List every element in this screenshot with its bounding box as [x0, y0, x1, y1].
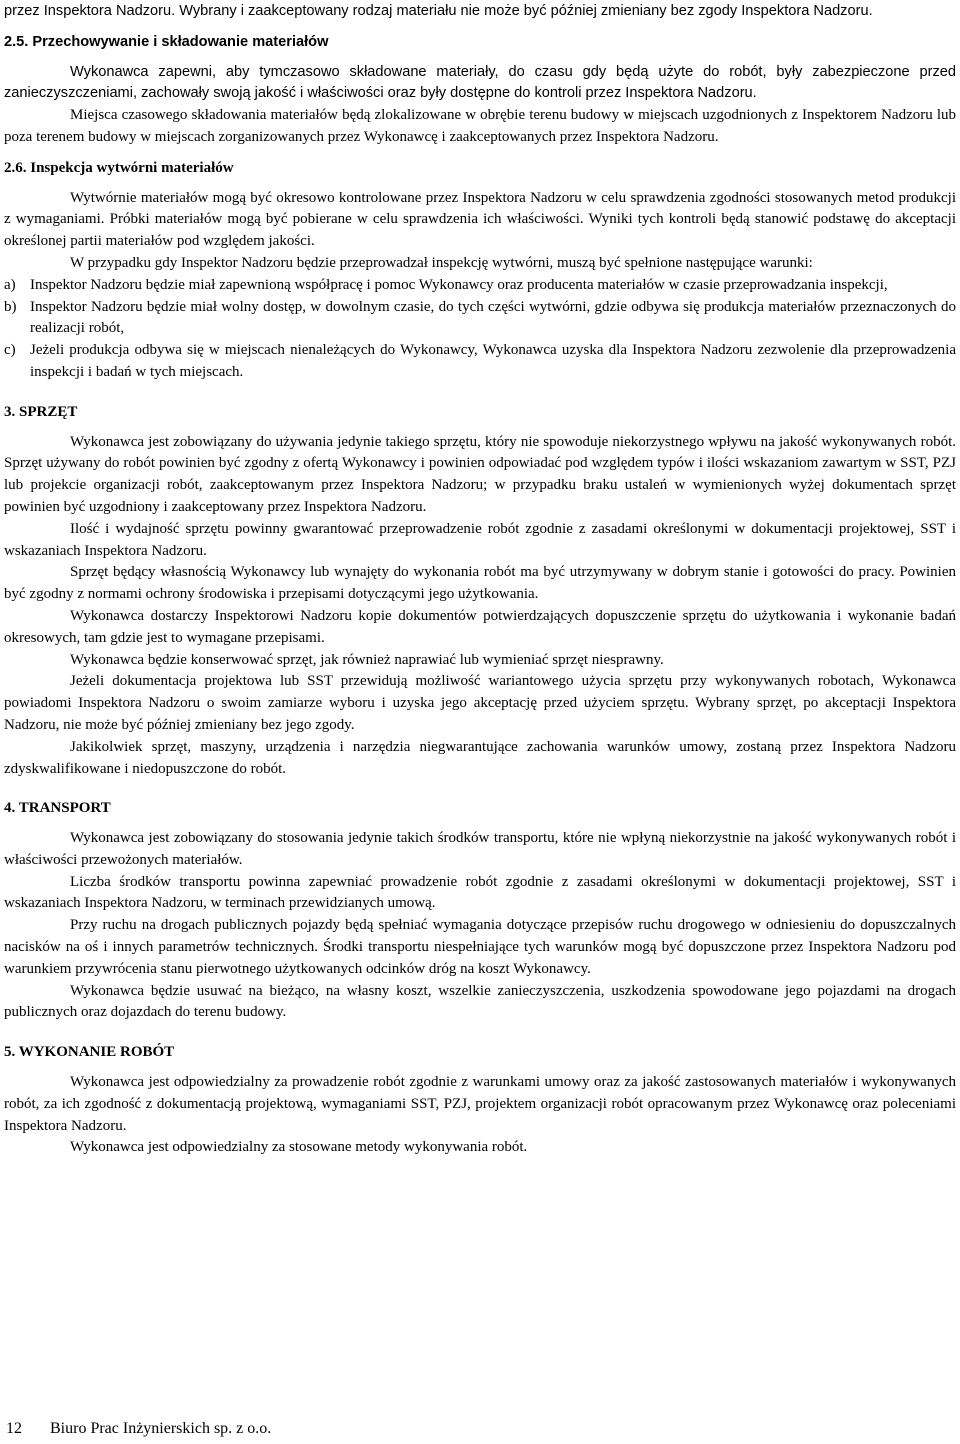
page-number: 12 [6, 1420, 22, 1437]
section-4-paragraph: Przy ruchu na drogach publicznych pojazdy będą spełniać wymagania dotyczące przepisów ruchu drogowego w odniesieniu do dopuszczalnych nacisków na oś i innych parametrów technicznych. Środki transportu niespełniające tych warunków mogą być dopuszczone przez Inspektora Nadzoru pod warunkiem przywrócenia stanu pierwotnego użytkowanych odcinków dróg na koszt Wykonawcy. [4, 917, 956, 977]
section-3-paragraph: Sprzęt będący własnością Wykonawcy lub wynajęty do wykonania robót ma być utrzymywany w dobrym stanie i gotowości do pracy. Powinien być zgodny z normami ochrony środowiska i przepisami dotyczącymi jego użytkowania. [4, 564, 956, 603]
section-2-6-paragraph: W przypadku gdy Inspektor Nadzoru będzie przeprowadzał inspekcję wytwórni, muszą być spełnione następujące warunki: [70, 254, 813, 271]
section-4-paragraph: Wykonawca jest zobowiązany do stosowania jedynie takich środków transportu, które nie wpłyną niekorzystnie na jakość wykonywanych robót i właściwości przewożonych materiałów. [4, 830, 956, 868]
page-footer [6, 1420, 271, 1438]
list-item [4, 275, 956, 297]
list-item-text: Jeżeli produkcja odbywa się w miejscach nienależących do Wykonawcy, Wykonawca uzyska dla Inspektora Nadzoru zezwolenie dla przeprowadzenia inspekcji i badań w tych miejscach. [30, 342, 956, 380]
list-item-text: Inspektor Nadzoru będzie miał zapewnioną współpracę i pomoc Wykonawcy oraz producenta materiałów w czasie przeprowadzania inspekcji, [30, 276, 888, 293]
section-3-paragraph: Jakikolwiek sprzęt, maszyny, urządzenia i narzędzia niegwarantujące zachowania warunków umowy, zostaną przez Inspektora Nadzoru zdyskwalifikowane i niedopuszczone do robót. [4, 738, 956, 777]
intro-paragraph: przez Inspektora Nadzoru. Wybrany i zaakceptowany rodzaj materiału nie może być później zmieniany bez zgody Inspektora Nadzoru. [4, 3, 873, 19]
section-5-paragraph: Wykonawca jest odpowiedzialny za prowadzenie robót zgodnie z warunkami umowy oraz za jakość zastosowanych materiałów i wykonywanych robót, za ich zgodność z dokumentacją projektową, wymaganiami SST, PZJ, projektem organizacji robót opracowanym przez Wykonawcę oraz poleceniami Inspektora Nadzoru. [4, 1074, 956, 1134]
section-2-5-paragraph: Miejsca czasowego składowania materiałów będą zlokalizowane w obrębie terenu budowy w miejscach uzgodnionych z Inspektorem Nadzoru lub poza terenem budowy w miejscach zorganizowanych przez Wykonawcę i zaakceptowanych przez Inspektora Nadzoru. [4, 107, 956, 145]
list-marker: b) [4, 298, 17, 315]
section-4-paragraph: Liczba środków transportu powinna zapewniać prowadzenie robót zgodnie z zasadami określonymi w dokumentacji projektowej, SST i wskazaniach Inspektora Nadzoru, w terminach przewidzianych umową. [4, 873, 956, 912]
section-5-paragraph: Wykonawca jest odpowiedzialny za stosowane metody wykonywania robót. [70, 1139, 528, 1156]
list-item [4, 340, 956, 384]
section-2-5-heading: 2.5. Przechowywanie i składowanie materiałów [4, 33, 329, 50]
section-4-heading: 4. TRANSPORT [4, 800, 111, 817]
section-2-6-paragraph: Wytwórnie materiałów mogą być okresowo kontrolowane przez Inspektora Nadzoru w celu sprawdzenia zgodności stosowanych metod produkcji z wymaganiami. Próbki materiałów mogą być pobierane w celu sprawdzenia ich właściwości. Wyniki tych kontroli będą stanowić podstawę do akceptacji określonej partii materiałów pod względem jakości. [4, 189, 956, 250]
list-marker: a) [4, 276, 16, 293]
section-3-paragraph: Wykonawca będzie konserwować sprzęt, jak również naprawiać lub wymieniać sprzęt niesprawny. [70, 651, 664, 668]
section-3-paragraph: Jeżeli dokumentacja projektowa lub SST przewidują możliwość wariantowego użycia sprzętu przy wykonywanych robotach, Wykonawca powiadomi Inspektora Nadzoru o swoim zamiarze wyboru i uzyska jego akceptację przed użyciem sprzętu. Wybrany sprzęt, po akceptacji Inspektora Nadzoru, nie może być później zmieniany bez jego zgody. [4, 673, 956, 733]
list-item-text: Inspektor Nadzoru będzie miał wolny dostęp, w dowolnym czasie, do tych części wytwórni, gdzie odbywa się produkcja materiałów przeznaczonych do realizacji robót, [30, 298, 956, 337]
section-3-paragraph: Wykonawca jest zobowiązany do używania jedynie takiego sprzętu, który nie spowoduje niekorzystnego wpływu na jakość wykonywanych robót. Sprzęt używany do robót powinien być zgodny z ofertą Wykonawcy i powinien odpowiadać pod względem typów i ilości wskazaniom zawartym w SST, PZJ lub projekcie organizacji robót, zaakceptowanym przez Inspektora Nadzoru; w przypadku braku ustaleń w wymienionych wyżej dokumentach sprzęt powinien być uzgodniony i zaakceptowany przez Inspektora Nadzoru. [4, 433, 956, 515]
section-3-paragraph: Wykonawca dostarczy Inspektorowi Nadzoru kopie dokumentów potwierdzających dopuszczenie sprzętu do użytkowania i wykonanie badań okresowych, tam gdzie jest to wymagane przepisami. [4, 607, 956, 646]
list-marker: c) [4, 342, 16, 359]
section-2-5-paragraph: Wykonawca zapewni, aby tymczasowo składowane materiały, do czasu gdy będą użyte do robót, były zabezpieczone przed zanieczyszczeniami, zachowały swoją jakość i właściwości oraz były dostępne do kontroli przez Inspektora Nadzoru. [4, 63, 956, 102]
list-item [4, 297, 956, 341]
section-5-heading: 5. WYKONANIE ROBÓT [4, 1044, 175, 1061]
conditions-list [4, 275, 956, 384]
footer-company: Biuro Prac Inżynierskich sp. z o.o. [50, 1420, 272, 1437]
section-2-6-heading: 2.6. Inspekcja wytwórni materiałów [4, 159, 234, 176]
section-3-heading: 3. SPRZĘT [4, 403, 78, 420]
section-4-paragraph: Wykonawca będzie usuwać na bieżąco, na własny koszt, wszelkie zanieczyszczenia, uszkodzenia spowodowane jego pojazdami na drogach publicznych oraz dojazdach do terenu budowy. [4, 982, 956, 1021]
section-3-paragraph: Ilość i wydajność sprzętu powinny gwarantować przeprowadzenie robót zgodnie z zasadami określonymi w dokumentacji projektowej, SST i wskazaniach Inspektora Nadzoru. [4, 520, 956, 559]
